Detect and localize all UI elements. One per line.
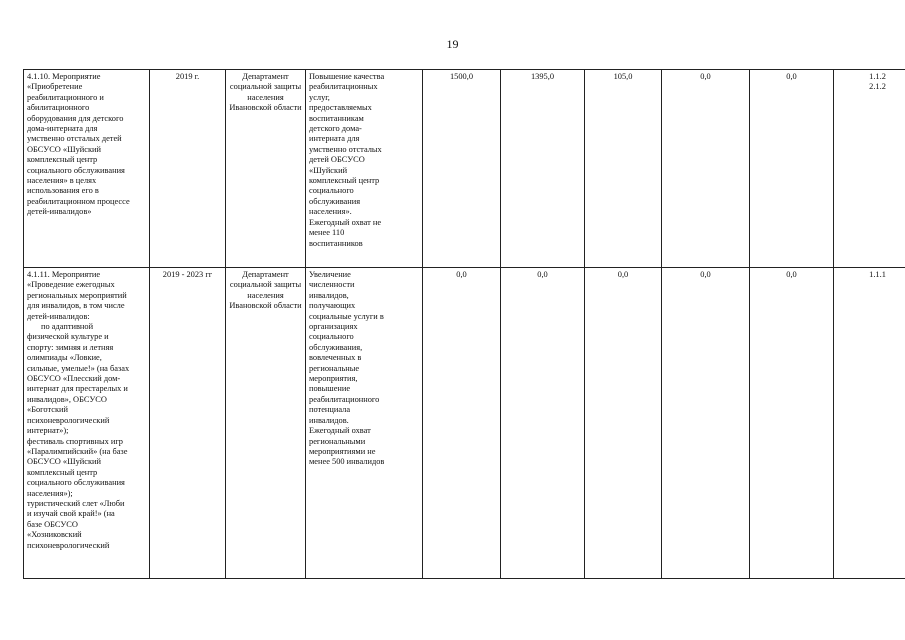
text-line: обслуживания: [309, 196, 361, 206]
text-line: обслуживания,: [309, 342, 363, 352]
measure-code: 4.1.11.: [27, 270, 50, 279]
text-line: абилитационного: [27, 103, 90, 113]
text-line: реабилитационного и: [27, 92, 104, 102]
period-cell: 2019 - 2023 гг: [150, 268, 226, 579]
text-line: комплексный центр: [309, 176, 380, 186]
text-line: предоставляемых: [309, 103, 372, 113]
text-line: Ежегодный охват: [309, 426, 371, 436]
text-line: туристический слет «Люби: [27, 498, 125, 508]
measure-heading: Мероприятие: [49, 270, 101, 279]
text-line: по адаптивной: [41, 322, 94, 332]
text-line: ОБСУСО «Шуйский: [27, 144, 101, 154]
text-line: социального обслуживания: [27, 478, 125, 488]
text-line: ОБСУСО «Плесский дом-: [27, 374, 121, 384]
measure-cell: [24, 70, 150, 268]
text-line: для инвалидов, в том числе: [27, 301, 125, 311]
text-line: потенциала: [309, 405, 351, 415]
period-cell: 2019 г.: [150, 70, 226, 268]
text-line: реабилитационного: [309, 394, 380, 404]
text-line: интерната для: [309, 134, 360, 144]
text-line: сильные, умелые!» (на базах: [27, 363, 130, 373]
result-cell: [306, 268, 423, 579]
text-line: интернат для престарелых и: [27, 384, 128, 394]
text-line: и изучай свой край!» (на: [27, 509, 115, 519]
indicator-codes: [837, 72, 905, 93]
text-line: олимпиады «Ловкие,: [27, 353, 102, 363]
text-line: социального обслуживания: [27, 165, 125, 175]
table-row: [24, 70, 905, 268]
text-line: оборудования для детского: [27, 113, 124, 123]
text-line: 1.1.2: [869, 72, 886, 81]
text-line: психоневрологический: [27, 540, 110, 550]
text-line: «Хозниковский: [27, 530, 82, 540]
text-line: инвалидов.: [309, 415, 349, 425]
text-line: региональными: [309, 436, 366, 446]
measure-cell: [24, 268, 150, 579]
text-line: воспитанников: [309, 238, 363, 248]
program-table: [23, 69, 905, 579]
text-line: инвалидов,: [309, 290, 349, 300]
text-line: получающих: [309, 301, 356, 311]
text-line: комплексный центр: [27, 467, 98, 477]
text-line: реабилитационных: [309, 82, 378, 92]
text-line: детского дома-: [309, 124, 362, 134]
text-line: социального: [309, 186, 354, 196]
text-line: инвалидов», ОБСУСО: [27, 394, 107, 404]
value-3: 105,0: [585, 70, 662, 268]
value-2: 1395,0: [501, 70, 585, 268]
text-line: дома-интерната для: [27, 124, 98, 134]
value-3: 0,0: [585, 268, 662, 579]
text-line: фестиваль спортивных игр: [27, 436, 123, 446]
table-row: [24, 268, 905, 579]
page-number: 19: [446, 37, 459, 51]
text-line: населения»);: [27, 488, 73, 498]
text-line: менее 500 инвалидов: [309, 457, 385, 467]
text-line: вовлеченных в: [309, 353, 362, 363]
indicator-cell: [834, 70, 905, 268]
text-line: «Приобретение: [27, 82, 83, 92]
text-line: численности: [309, 280, 355, 290]
text-line: ОБСУСО «Шуйский: [27, 457, 101, 467]
text-line: региональные: [309, 363, 360, 373]
text-line: 2.1.2: [869, 82, 886, 92]
text-line: интернат»);: [27, 426, 69, 436]
value-total: 1500,0: [423, 70, 501, 268]
value-5: 0,0: [750, 70, 834, 268]
text-line: менее 110: [309, 228, 345, 238]
text-line: Ежегодный охват не: [309, 217, 382, 227]
measure-title: [27, 72, 146, 218]
text-line: [27, 72, 146, 82]
value-total: 0,0: [423, 268, 501, 579]
result-text: [309, 72, 419, 249]
indicator-cell: [834, 268, 905, 579]
text-line: умственно отсталых детей: [27, 134, 122, 144]
text-line: Повышение качества: [309, 72, 385, 81]
text-line: детей-инвалидов»: [27, 207, 92, 217]
text-line: населения».: [309, 207, 352, 217]
text-line: «Боготский: [27, 405, 68, 415]
text-line: повышение: [309, 384, 351, 394]
text-line: услуг,: [309, 92, 330, 102]
text-line: психоневрологический: [27, 415, 110, 425]
text-line: базе ОБСУСО: [27, 519, 78, 529]
value-5: 0,0: [750, 268, 834, 579]
text-line: Увеличение: [309, 270, 351, 279]
result-text: [309, 270, 419, 468]
text-line: мероприятиями не: [309, 446, 376, 456]
text-line: социального: [309, 332, 354, 342]
text-line: «Шуйский: [309, 165, 348, 175]
text-line: реабилитационном процессе: [27, 196, 130, 206]
text-line: воспитанникам: [309, 113, 364, 123]
text-line: умственно отсталых: [309, 144, 382, 154]
text-line: «Паралимпийский» (на базе: [27, 446, 128, 456]
text-line: региональных мероприятий: [27, 290, 127, 300]
indicator-codes: [837, 270, 905, 280]
executor-cell: Департамент социальной защиты населения Ивановской области: [226, 268, 306, 579]
text-line: детей-инвалидов:: [27, 311, 90, 321]
text-line: [27, 270, 146, 280]
value-2: 0,0: [501, 268, 585, 579]
text-line: населения» в целях: [27, 176, 97, 186]
text-line: комплексный центр: [27, 155, 98, 165]
value-4: 0,0: [662, 268, 750, 579]
executor-cell: Департамент социальной защиты населения Ивановской области: [226, 70, 306, 268]
text-line: 1.1.1: [869, 270, 886, 279]
text-line: физической культуре и: [27, 332, 109, 342]
text-line: использования его в: [27, 186, 99, 196]
text-line: спорту: зимняя и летняя: [27, 342, 114, 352]
measure-code: 4.1.10.: [27, 72, 51, 81]
text-line: мероприятия,: [309, 374, 358, 384]
result-cell: [306, 70, 423, 268]
text-line: детей ОБСУСО: [309, 155, 365, 165]
text-line: социальные услуги в: [309, 311, 384, 321]
text-line: «Проведение ежегодных: [27, 280, 115, 290]
value-4: 0,0: [662, 70, 750, 268]
text-line: организациях: [309, 322, 358, 332]
measure-title: [27, 270, 146, 551]
measure-heading: Мероприятие: [50, 72, 101, 81]
